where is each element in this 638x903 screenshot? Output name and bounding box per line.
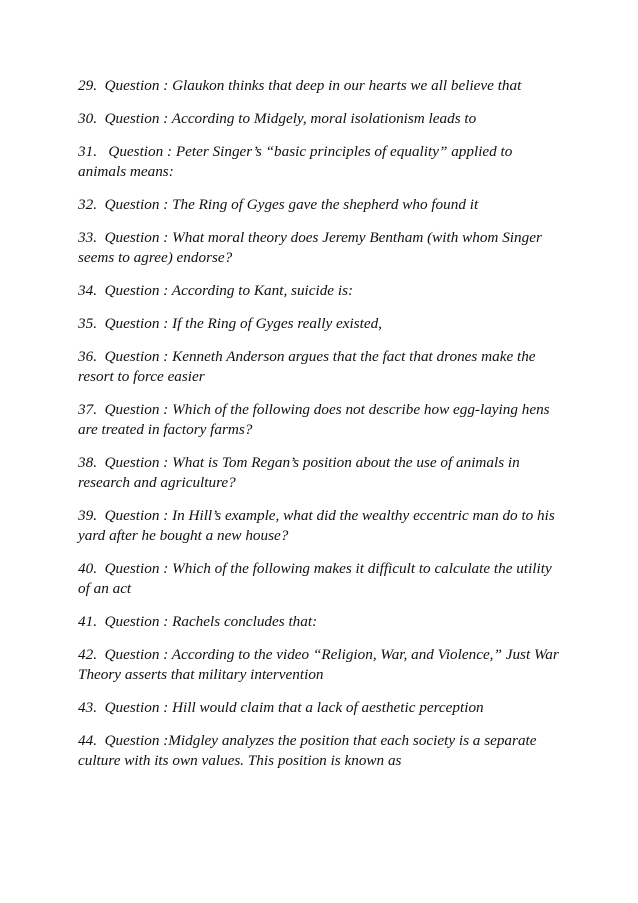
question-34: 34. Question : According to Kant, suicide is:: [78, 282, 354, 299]
question-39: 39. Question : In Hill’s example, what did the wealthy eccentric man do to his yard after he bought a new house?: [78, 507, 559, 544]
question-31: 31. Question : Peter Singer’s “basic principles of equality” applied to animals means:: [78, 143, 517, 180]
question-38: 38. Question : What is Tom Regan’s position about the use of animals in research and agriculture?: [78, 454, 524, 491]
question-41: 41. Question : Rachels concludes that:: [78, 613, 318, 630]
question-37: 37. Question : Which of the following does not describe how egg-laying hens are treated in factory farms?: [78, 401, 554, 438]
question-44: 44. Question :Midgley analyzes the position that each society is a separate culture with its own values. This position is known as: [78, 732, 541, 769]
question-36: 36. Question : Kenneth Anderson argues that the fact that drones make the resort to force easier: [78, 348, 540, 385]
question-33: 33. Question : What moral theory does Jeremy Bentham (with whom Singer seems to agree) endorse?: [78, 229, 546, 266]
question-35: 35. Question : If the Ring of Gyges really existed,: [78, 315, 382, 332]
question-43: 43. Question : Hill would claim that a lack of aesthetic perception: [78, 699, 484, 716]
question-40: 40. Question : Which of the following makes it difficult to calculate the utility of an act: [78, 560, 556, 597]
question-42: 42. Question : According to the video “Religion, War, and Violence,” Just War Theory asserts that military intervention: [78, 646, 563, 683]
question-list: [78, 76, 564, 784]
question-32: 32. Question : The Ring of Gyges gave the shepherd who found it: [78, 196, 479, 213]
question-29: 29. Question : Glaukon thinks that deep in our hearts we all believe that: [78, 77, 522, 94]
question-30: 30. Question : According to Midgely, moral isolationism leads to: [78, 110, 477, 127]
